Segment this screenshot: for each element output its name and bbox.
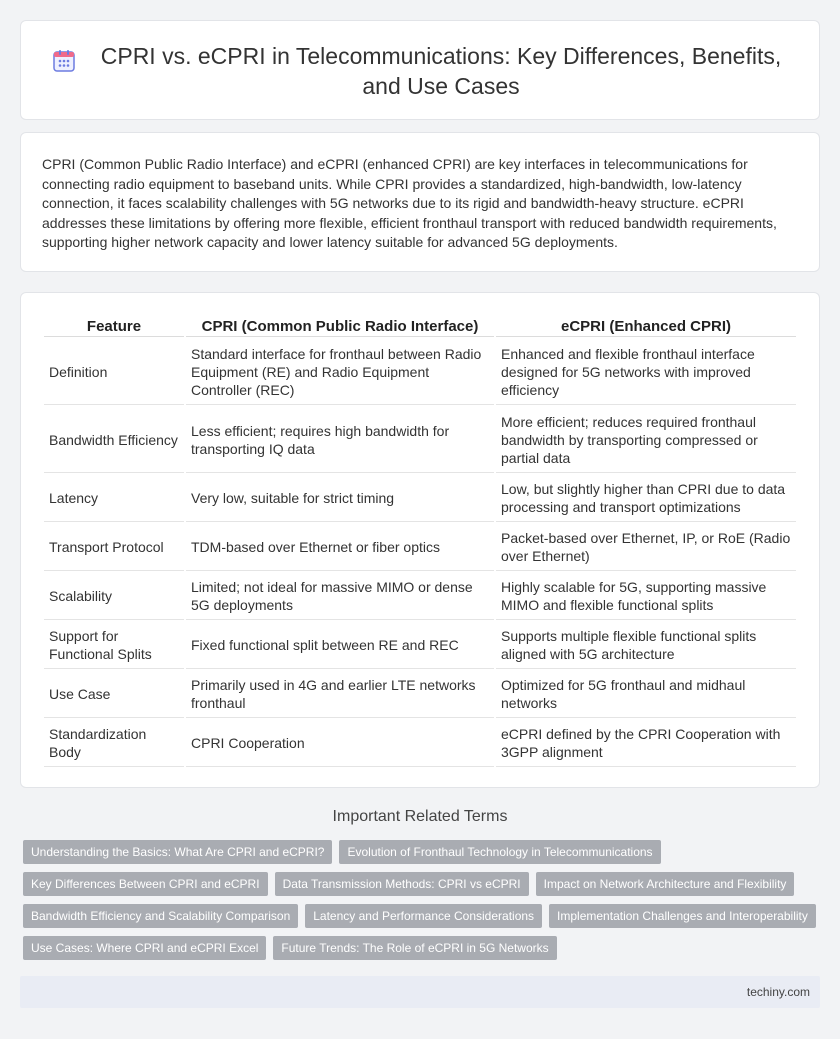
related-term-tag[interactable]: Understanding the Basics: What Are CPRI and eCPRI? [23, 840, 332, 864]
feature-cell: Bandwidth Efficiency [44, 407, 184, 473]
related-term-tag[interactable]: Bandwidth Efficiency and Scalability Comparison [23, 904, 298, 928]
table-row [44, 622, 796, 669]
feature-cell: Scalability [44, 573, 184, 620]
cpri-cell: CPRI Cooperation [186, 720, 494, 767]
page-title: CPRI vs. eCPRI in Telecommunications: Key Differences, Benefits, and Use Cases [100, 43, 782, 99]
related-terms-title: Important Related Terms [332, 808, 508, 825]
ecpri-cell: Highly scalable for 5G, supporting massive MIMO and flexible functional splits [496, 573, 796, 620]
ecpri-cell: Packet-based over Ethernet, IP, or RoE (Radio over Ethernet) [496, 524, 796, 571]
header-ecpri: eCPRI (Enhanced CPRI) [496, 315, 796, 337]
ecpri-cell: Optimized for 5G fronthaul and midhaul networks [496, 671, 796, 718]
feature-cell: Support for Functional Splits [44, 622, 184, 669]
ecpri-cell: Enhanced and flexible fronthaul interface designed for 5G networks with improved efficiency [496, 339, 796, 405]
header-cpri: CPRI (Common Public Radio Interface) [186, 315, 494, 337]
header-feature: Feature [44, 315, 184, 337]
related-term-tag[interactable]: Implementation Challenges and Interoperability [549, 904, 816, 928]
feature-cell: Transport Protocol [44, 524, 184, 571]
table-row [44, 524, 796, 571]
ecpri-cell: Low, but slightly higher than CPRI due to data processing and transport optimizations [496, 475, 796, 522]
cpri-cell: Less efficient; requires high bandwidth for transporting IQ data [186, 407, 494, 473]
related-term-tag[interactable]: Evolution of Fronthaul Technology in Telecommunications [339, 840, 660, 864]
feature-cell: Definition [44, 339, 184, 405]
table-row [44, 720, 796, 767]
table-row [44, 671, 796, 718]
related-term-tag[interactable]: Key Differences Between CPRI and eCPRI [23, 872, 268, 896]
cpri-cell: Standard interface for fronthaul between Radio Equipment (RE) and Radio Equipment Controller (REC) [186, 339, 494, 405]
cpri-cell: TDM-based over Ethernet or fiber optics [186, 524, 494, 571]
related-term-tag[interactable]: Data Transmission Methods: CPRI vs eCPRI [275, 872, 529, 896]
intro-paragraph: CPRI (Common Public Radio Interface) and eCPRI (enhanced CPRI) are key interfaces in telecommunications for connecting radio equipment to baseband units. While CPRI provides a standardized, high-bandwidth, low-latency connection, it faces scalability challenges with 5G networks due to its rigid and bandwidth-heavy structure. eCPRI addresses these limitations by offering more flexible, efficient fronthaul transport with reduced bandwidth requirements, supporting higher network capacity and lower latency suitable for advanced 5G deployments. [42, 156, 777, 251]
cpri-cell: Primarily used in 4G and earlier LTE networks fronthaul [186, 671, 494, 718]
intro-card [20, 132, 820, 272]
related-term-tag[interactable]: Future Trends: The Role of eCPRI in 5G Networks [273, 936, 556, 960]
header-card [20, 20, 820, 120]
related-term-tag[interactable]: Latency and Performance Considerations [305, 904, 542, 928]
comparison-table-card [20, 292, 820, 788]
feature-cell: Latency [44, 475, 184, 522]
cpri-cell: Fixed functional split between RE and REC [186, 622, 494, 669]
feature-cell: Use Case [44, 671, 184, 718]
ecpri-cell: Supports multiple flexible functional splits aligned with 5G architecture [496, 622, 796, 669]
table-header-row [44, 315, 796, 337]
table-row [44, 407, 796, 473]
feature-cell: Standardization Body [44, 720, 184, 767]
cpri-cell: Limited; not ideal for massive MIMO or dense 5G deployments [186, 573, 494, 620]
ecpri-cell: eCPRI defined by the CPRI Cooperation with 3GPP alignment [496, 720, 796, 767]
footer [20, 976, 820, 1008]
related-terms-list [23, 840, 823, 960]
table-row [44, 339, 796, 405]
title-wrap [21, 21, 821, 121]
related-term-tag[interactable]: Impact on Network Architecture and Flexibility [536, 872, 795, 896]
footer-site-link[interactable]: techiny.com [746, 985, 810, 999]
table-row [44, 475, 796, 522]
cpri-cell: Very low, suitable for strict timing [186, 475, 494, 522]
comparison-table [42, 313, 798, 769]
table-row [44, 573, 796, 620]
related-term-tag[interactable]: Use Cases: Where CPRI and eCPRI Excel [23, 936, 266, 960]
ecpri-cell: More efficient; reduces required fronthaul bandwidth by transporting compressed or partial data [496, 407, 796, 473]
